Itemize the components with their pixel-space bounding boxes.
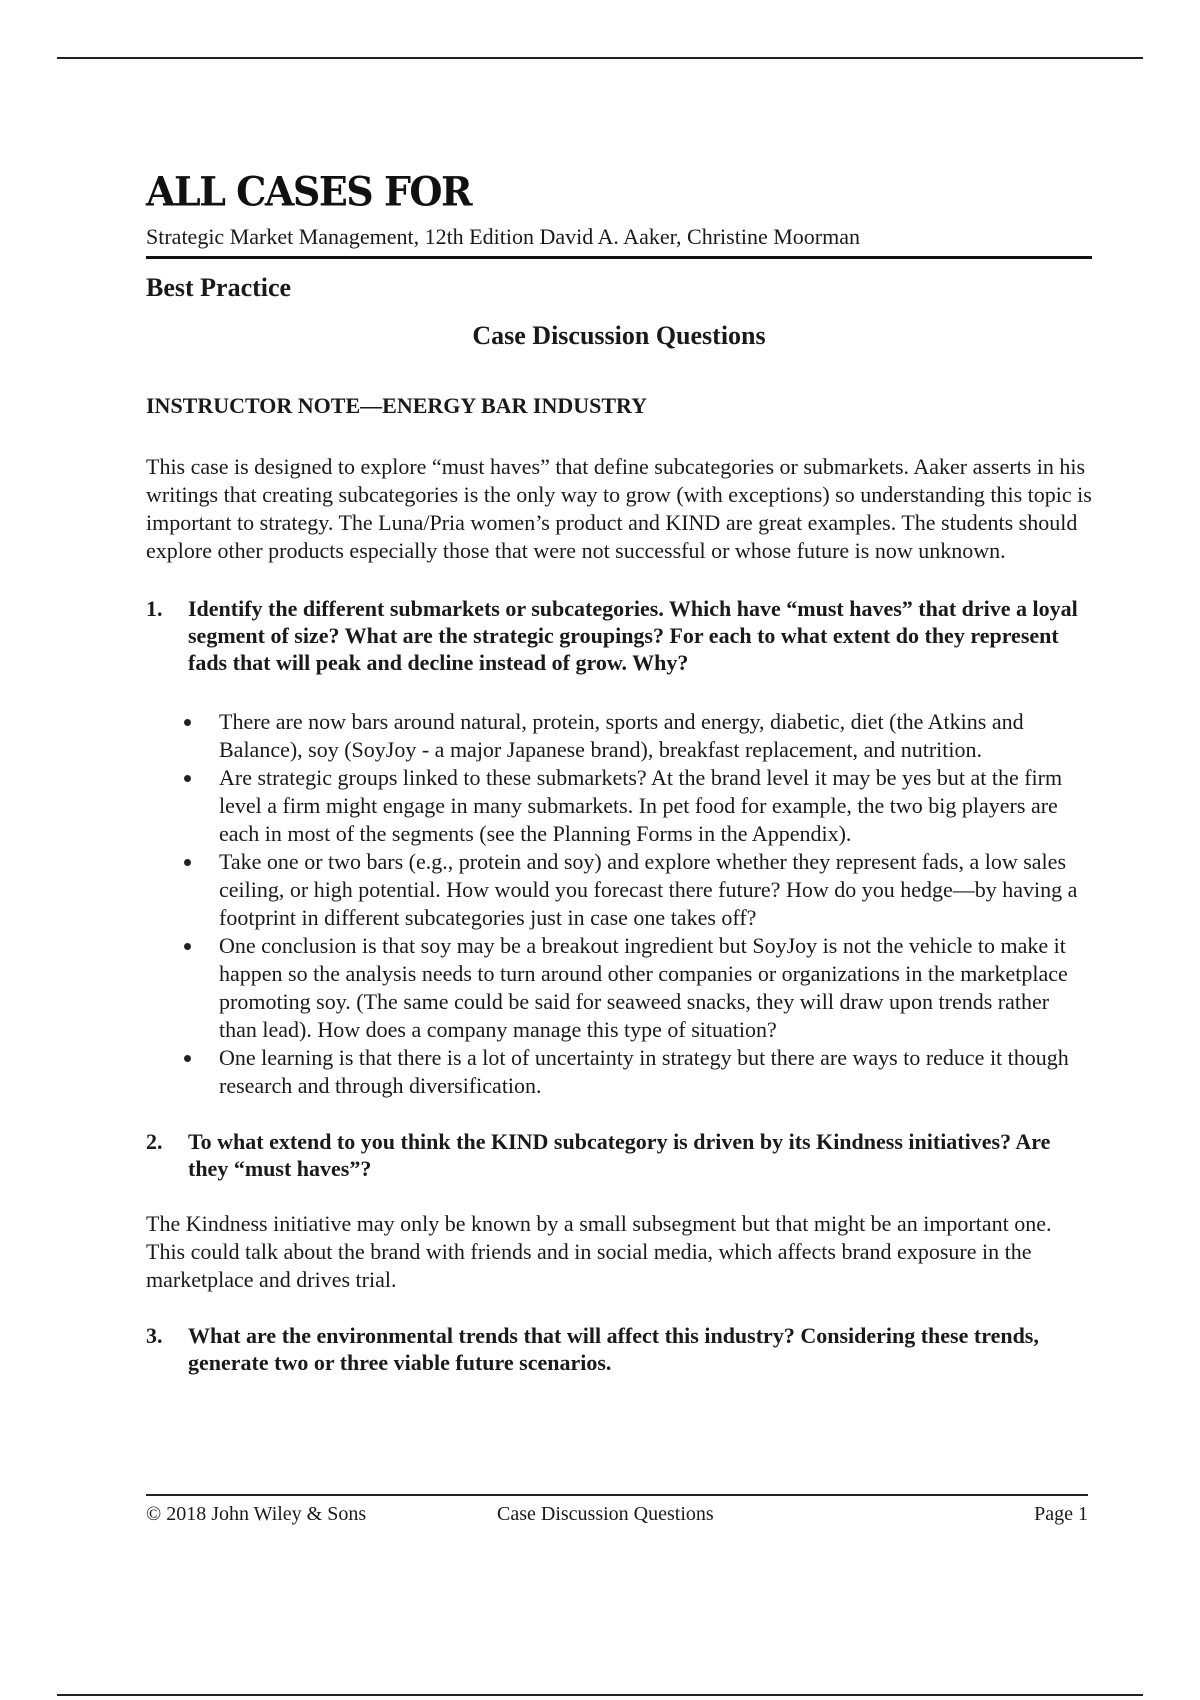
bullet-text: Take one or two bars (e.g., protein and soy) and explore whether they represent fads, a low sales ceiling, or high potential. How would you forecast there future? How do you hedge—by having a footprint in different subcategories just in case one takes off?: [219, 849, 1078, 931]
list-item: [146, 708, 1092, 764]
bullet-icon: [146, 848, 219, 932]
top-rule: [57, 57, 1143, 59]
page-number: Page 1: [1034, 1503, 1088, 1525]
answer-bullet-list: [146, 708, 1092, 1100]
question-text: Identify the different submarkets or subcategories. Which have “must haves” that drive a loyal segment of size? What are the strategic groupings? For each to what extent do they represent fads that will peak and decline instead of grow. Why?: [188, 596, 1078, 676]
list-item: [146, 932, 1092, 1044]
question-number: 1.: [146, 596, 163, 622]
bullet-icon: [146, 932, 219, 1044]
list-item: [146, 1044, 1092, 1100]
bottom-rule: [57, 1694, 1143, 1696]
instructor-note-heading: INSTRUCTOR NOTE—ENERGY BAR INDUSTRY: [146, 393, 648, 419]
bullet-text: One conclusion is that soy may be a breakout ingredient but SoyJoy is not the vehicle to make it happen so the analysis needs to turn around other companies or organizations in the marketplace promoting soy. (The same could be said for seaweed snacks, they will draw upon trends rather than lead). How does a company manage this type of situation?: [219, 933, 1068, 1043]
doc-heading: Case Discussion Questions: [472, 321, 766, 351]
bullet-icon: [146, 1044, 219, 1100]
document-body: [146, 160, 1092, 1376]
answer-paragraph: The Kindness initiative may only be known by a small subsegment but that might be an important one. This could talk about the brand with friends and in social media, which affects brand exposure in the marketplace and drives trial.: [146, 1211, 1052, 1293]
question-2: [146, 1128, 1092, 1182]
question-text: What are the environmental trends that will affect this industry? Considering these trends, generate two or three viable future scenarios.: [188, 1323, 1039, 1376]
question-1: [146, 595, 1092, 676]
footer-rule: [146, 1494, 1088, 1496]
bullet-text: Are strategic groups linked to these submarkets? At the brand level it may be yes but at the firm level a firm might engage in many submarkets. In pet food for example, the two big players are each in most of the segments (see the Planning Forms in the Appendix).: [219, 765, 1063, 847]
bullet-icon: [146, 764, 219, 848]
section-label: Best Practice: [146, 273, 292, 303]
footer-title: Case Discussion Questions: [497, 1503, 714, 1525]
document-title: ALL CASES FOR: [146, 167, 472, 216]
question-number: 3.: [146, 1323, 163, 1349]
question-text: To what extend to you think the KIND subcategory is driven by its Kindness initiatives? Are they “must haves”?: [188, 1129, 1051, 1182]
list-item: [146, 848, 1092, 932]
list-item: [146, 764, 1092, 848]
question-number: 2.: [146, 1129, 163, 1155]
bullet-text: There are now bars around natural, protein, sports and energy, diabetic, diet (the Atkins and Balance), soy (SoyJoy - a major Japanese brand), breakfast replacement, and nutrition.: [219, 709, 1024, 763]
title-rule: [146, 256, 1092, 259]
bullet-icon: [146, 708, 219, 764]
bullet-text: One learning is that there is a lot of uncertainty in strategy but there are ways to reduce it though research and through diversification.: [219, 1045, 1069, 1099]
book-subtitle: Strategic Market Management, 12th Edition David A. Aaker, Christine Moorman: [146, 224, 860, 249]
question-3: [146, 1322, 1092, 1376]
intro-paragraph: This case is designed to explore “must haves” that define subcategories or submarkets. Aaker asserts in his writings that creating subcategories is the only way to grow (with exceptions) so understanding this topic is important to strategy. The Luna/Pria women’s product and KIND are great examples. The students should explore other products especially those that were not successful or whose future is now unknown.: [146, 454, 1092, 564]
footer-copyright: © 2018 John Wiley & Sons: [146, 1503, 367, 1525]
